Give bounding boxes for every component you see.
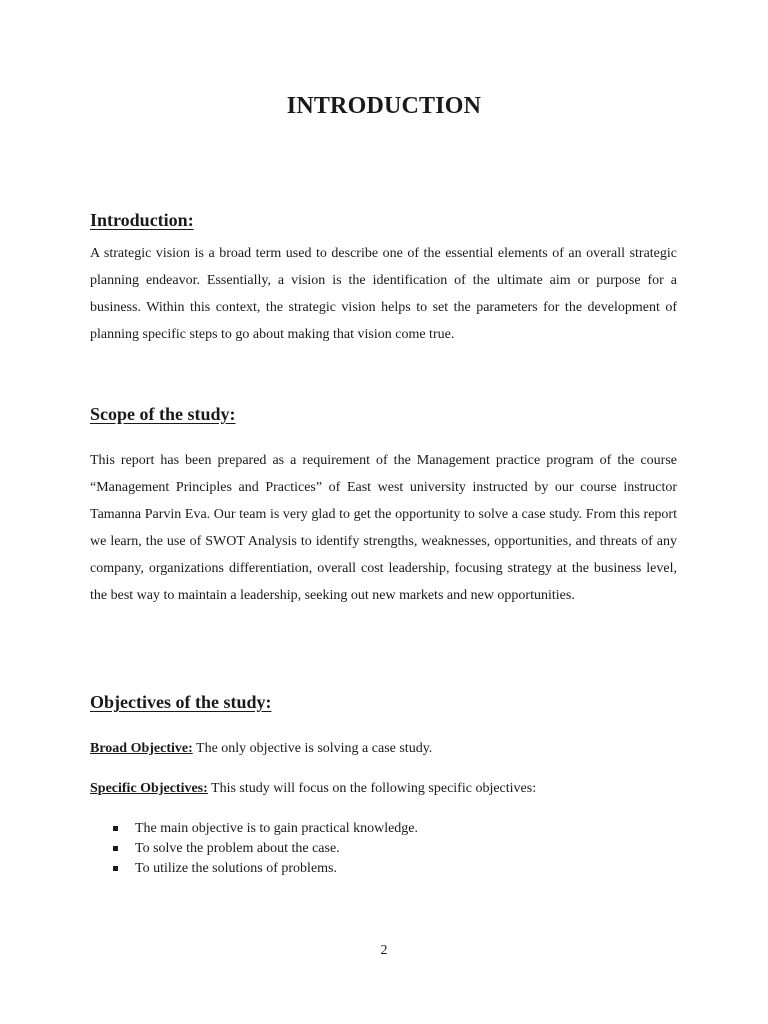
specific-objectives-text: This study will focus on the following specific objectives: — [207, 781, 537, 796]
page-number: 2 — [380, 943, 388, 958]
square-bullet-icon — [113, 846, 118, 851]
page-title: INTRODUCTION — [286, 93, 482, 119]
list-item — [90, 859, 418, 879]
square-bullet-icon — [113, 866, 118, 871]
list-item-text: To solve the problem about the case. — [135, 841, 340, 856]
broad-objective-label: Broad Objective: — [90, 741, 193, 756]
broad-objective — [90, 740, 690, 758]
broad-objective-text: The only objective is solving a case study. — [192, 741, 433, 756]
introduction-heading: Introduction: — [90, 210, 194, 230]
list-item — [90, 819, 418, 839]
specific-objectives-label: Specific Objectives: — [90, 781, 208, 796]
introduction-paragraph: A strategic vision is a broad term used to describe one of the essential elements of an overall strategic planning endeavor. Essentially, a vision is the identification of the ultimate aim or purpose for a business. Within this context, the strategic vision helps to set the parameters for the development of planning specific steps to go about making that vision come true. — [90, 246, 677, 342]
scope-heading: Scope of the study: — [90, 404, 236, 424]
list-item-text: To utilize the solutions of problems. — [135, 861, 337, 876]
specific-objectives — [90, 780, 690, 798]
square-bullet-icon — [113, 826, 118, 831]
objectives-list — [90, 819, 418, 879]
list-item — [90, 839, 418, 859]
scope-paragraph: This report has been prepared as a requirement of the Management practice program of the course “Management Principles and Practices” of East west university instructed by our course instructor Tamanna Parvin Eva. Our team is very glad to get the opportunity to solve a case study. From this report we learn, the use of SWOT Analysis to identify strengths, weaknesses, opportunities, and threats of any company, organizations differentiation, overall cost leadership, focusing strategy at the business level, the best way to maintain a leadership, seeking out new markets and new opportunities. — [90, 453, 677, 603]
objectives-heading: Objectives of the study: — [90, 692, 272, 712]
list-item-text: The main objective is to gain practical knowledge. — [135, 821, 419, 836]
